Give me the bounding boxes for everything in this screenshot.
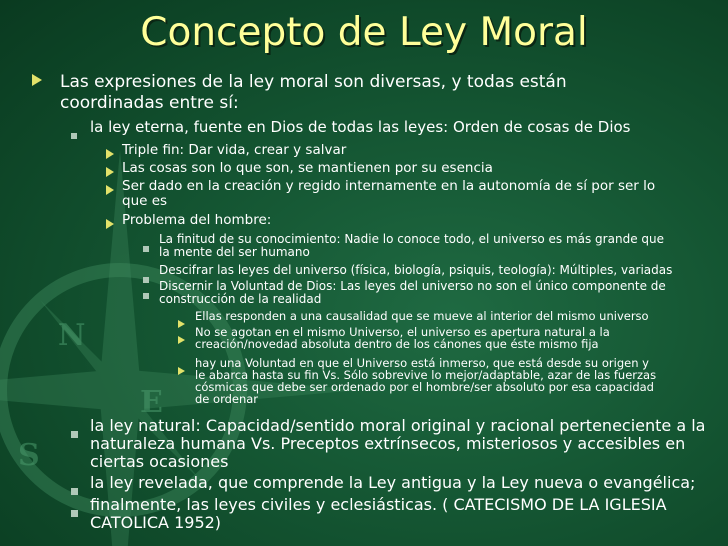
arrow-bullet-icon	[106, 180, 114, 199]
civil-laws-line-2: CATOLICA 1952)	[90, 513, 222, 532]
causality-line: Ellas responden a una causalidad que se mueve al interior del mismo universo	[195, 309, 649, 323]
will-line-1: hay una Voluntad en que el Universo está inmerso, que está desde su origen y	[195, 356, 649, 370]
finitude-line-2: la mente del ser humano	[159, 245, 310, 259]
square-bullet-icon	[143, 237, 149, 256]
natural-law-line-3: ciertas ocasiones	[90, 452, 229, 471]
arrow-bullet-icon	[178, 360, 185, 379]
compass-letter-e: E	[140, 385, 163, 420]
human-problem-line: Problema del hombre:	[122, 212, 272, 228]
intro-line-1: Las expresiones de la ley moral son diversas, y todas están	[60, 72, 567, 92]
square-bullet-icon	[71, 480, 78, 499]
will-line-4: de ordenar	[195, 392, 259, 406]
will-line-3: cósmicas que debe ser ordenado por el hombre/ser absoluto por esa capacidad	[195, 380, 654, 394]
arrow-bullet-icon	[178, 329, 185, 348]
being-given-line-1: Ser dado en la creación y regido internamente en la autonomía de sí por ser lo	[122, 178, 656, 194]
eternal-law-line: la ley eterna, fuente en Dios de todas las leyes: Orden de cosas de Dios	[90, 118, 631, 136]
finitude-line-1: La finitud de su conocimiento: Nadie lo conoce todo, el universo es más grande que	[159, 232, 664, 246]
intro-line-2: coordinadas entre sí:	[60, 93, 239, 113]
square-bullet-icon	[71, 502, 78, 521]
arrow-bullet-icon	[106, 214, 114, 233]
square-bullet-icon	[71, 423, 78, 442]
civil-laws-line-1: finalmente, las leyes civiles y eclesiásticas. ( CATECISMO DE LA IGLESIA	[90, 495, 667, 514]
slide-title: Concepto de Ley Moral	[140, 10, 588, 55]
arrow-bullet-icon	[32, 71, 42, 90]
natural-law-line-2: naturaleza humana Vs. Preceptos extrínsecos, misteriosos y accesibles en	[90, 434, 686, 453]
compass-letter-s: S	[18, 438, 40, 473]
revealed-law-line: la ley revelada, que comprende la Ley antigua y la Ley nueva o evangélica;	[90, 473, 696, 492]
discern-line-2: construcción de la realidad	[159, 292, 322, 306]
natural-law-line-1: la ley natural: Capacidad/sentido moral original y racional perteneciente a la	[90, 416, 706, 435]
square-bullet-icon	[71, 124, 77, 143]
not-exhausted-line-1: No se agotan en el mismo Universo, el universo es apertura natural a la	[195, 325, 610, 339]
decipher-line: Descifrar las leyes del universo (física, biología, psiquis, teología): Múltiples, variadas	[159, 263, 673, 277]
arrow-bullet-icon	[106, 144, 114, 163]
will-line-2: le abarca hasta su fin Vs. Sólo sobrevive lo mejor/adaptable, azar de las fuerzas	[195, 368, 657, 382]
arrow-bullet-icon	[106, 162, 114, 181]
things-are-line: Las cosas son lo que son, se mantienen por su esencia	[122, 160, 493, 176]
triple-end-line: Triple fin: Dar vida, crear y salvar	[122, 142, 347, 158]
being-given-line-2: que es	[122, 193, 168, 209]
not-exhausted-line-2: creación/novedad absoluta dentro de los cánones que éste mismo fija	[195, 337, 599, 351]
square-bullet-icon	[143, 284, 149, 303]
discern-line-1: Discernir la Voluntad de Dios: Las leyes del universo no son el único componente de	[159, 279, 666, 293]
compass-letter-n: N	[58, 318, 86, 353]
